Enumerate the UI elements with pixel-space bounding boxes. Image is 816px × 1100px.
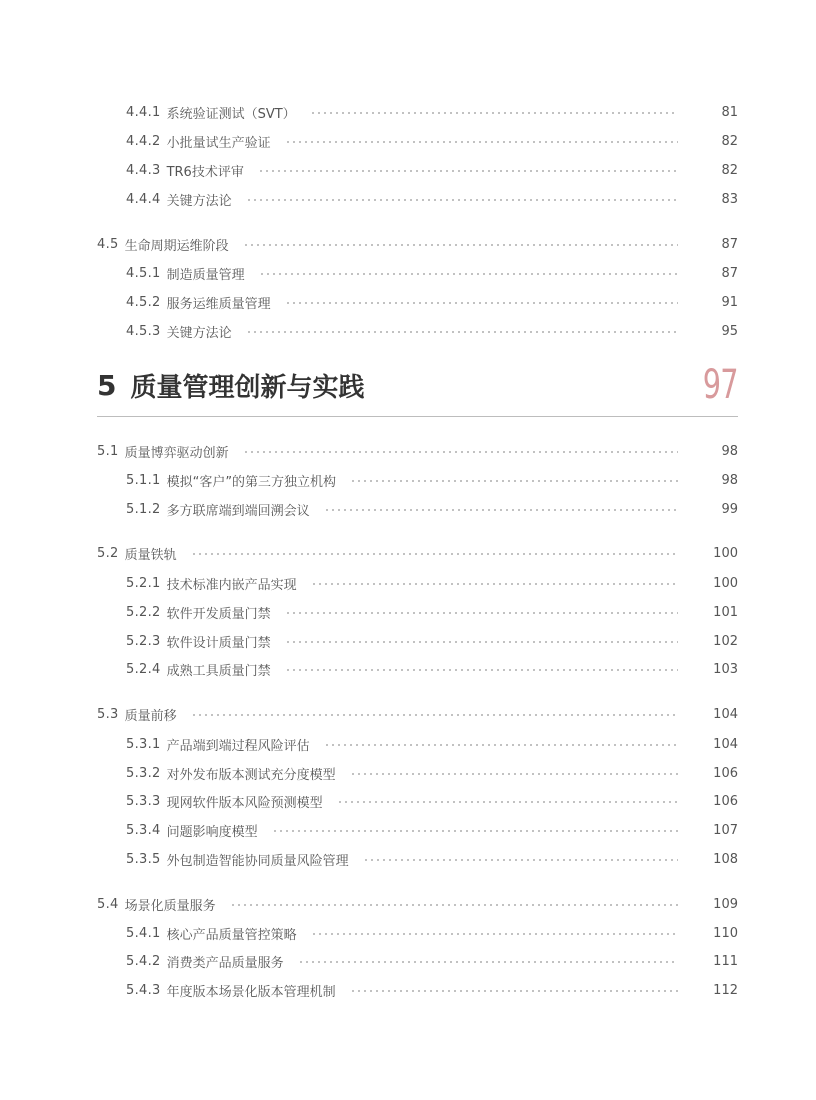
- toc-entry-title: 年度版本场景化版本管理机制: [166, 984, 336, 1000]
- toc-entry-title: TR6技术评审: [166, 164, 244, 180]
- toc-entry-number: 4.5.3: [126, 323, 161, 339]
- toc-entry-number: 5.3.5: [126, 851, 161, 867]
- toc-entry-page: 106: [713, 765, 738, 781]
- toc-section-entry[interactable]: [97, 542, 738, 564]
- toc-entry-number: 5.2.4: [126, 661, 161, 677]
- toc-entry-page: 112: [713, 982, 738, 998]
- toc-entry[interactable]: [126, 159, 738, 181]
- toc-entry-title: 场景化质量服务: [124, 898, 216, 914]
- toc-entry[interactable]: [126, 101, 738, 123]
- toc-entry-page: 98: [721, 443, 738, 459]
- toc-entry-number: 5.1.1: [126, 472, 161, 488]
- dot-leader: [230, 904, 678, 906]
- toc-entry[interactable]: [126, 262, 738, 284]
- toc-entry-title: 问题影响度模型: [166, 824, 258, 840]
- chapter-divider: [97, 416, 738, 417]
- toc-entry-page: 109: [713, 896, 738, 912]
- toc-entry-title: 消费类产品质量服务: [166, 955, 284, 971]
- toc-entry[interactable]: [126, 601, 738, 623]
- dot-leader: [311, 583, 678, 585]
- toc-entry[interactable]: [126, 950, 738, 972]
- toc-entry-page: 111: [713, 953, 738, 969]
- dot-leader: [191, 553, 678, 555]
- toc-entry-page: 87: [721, 265, 738, 281]
- toc-entry-page: 106: [713, 793, 738, 809]
- dot-leader: [272, 830, 678, 832]
- dot-leader: [285, 141, 678, 143]
- dot-leader: [350, 773, 678, 775]
- toc-entry[interactable]: [126, 469, 738, 491]
- dot-leader: [243, 244, 678, 246]
- toc-entry-title: 质量前移: [124, 708, 177, 724]
- toc-entry[interactable]: [126, 979, 738, 1001]
- dot-leader: [310, 112, 678, 114]
- chapter-heading[interactable]: [97, 362, 738, 408]
- toc-entry-title: 质量铁轨: [124, 547, 177, 563]
- toc-entry-number: 5.2: [97, 545, 119, 561]
- toc-entry-title: 多方联席端到端回溯会议: [166, 503, 310, 519]
- dot-leader: [324, 509, 678, 511]
- toc-entry-title: 小批量试生产验证: [166, 135, 271, 151]
- dot-leader: [285, 641, 678, 643]
- toc-entry-number: 5.3.2: [126, 765, 161, 781]
- toc-entry-number: 4.5.2: [126, 294, 161, 310]
- toc-entry-title: 关键方法论: [166, 193, 232, 209]
- toc-entry-page: 91: [721, 294, 738, 310]
- toc-entry-title: 软件设计质量门禁: [166, 635, 271, 651]
- chapter-number: 5: [97, 368, 117, 402]
- toc-entry-page: 107: [713, 822, 738, 838]
- toc-entry-page: 83: [721, 191, 738, 207]
- toc-entry-number: 5.4: [97, 896, 119, 912]
- toc-entry-page: 87: [721, 236, 738, 252]
- toc-entry-page: 100: [713, 545, 738, 561]
- toc-entry[interactable]: [126, 790, 738, 812]
- toc-entry-number: 4.4.1: [126, 104, 161, 120]
- dot-leader: [324, 744, 678, 746]
- toc-entry-number: 5.3: [97, 706, 119, 722]
- toc-entry[interactable]: [126, 733, 738, 755]
- toc-entry-number: 5.2.1: [126, 575, 161, 591]
- toc-entry-number: 5.2.3: [126, 633, 161, 649]
- dot-leader: [337, 801, 678, 803]
- toc-entry-title: 生命周期运维阶段: [124, 238, 229, 254]
- toc-entry[interactable]: [126, 572, 738, 594]
- toc-entry-page: 101: [713, 604, 738, 620]
- toc-entry-title: 服务运维质量管理: [166, 296, 271, 312]
- toc-section-entry[interactable]: [97, 233, 738, 255]
- toc-entry-number: 5.3.1: [126, 736, 161, 752]
- toc-entry-title: 系统验证测试（SVT）: [166, 106, 296, 122]
- toc-entry[interactable]: [126, 658, 738, 680]
- toc-entry-page: 95: [721, 323, 738, 339]
- toc-entry-title: 软件开发质量门禁: [166, 606, 271, 622]
- dot-leader: [246, 331, 678, 333]
- toc-entry-page: 99: [721, 501, 738, 517]
- toc-entry-title: 模拟“客户”的第三方独立机构: [166, 474, 337, 490]
- chapter-title: 质量管理创新与实践: [130, 372, 365, 403]
- toc-entry-title: 核心产品质量管控策略: [166, 927, 297, 943]
- toc-entry[interactable]: [126, 498, 738, 520]
- toc-entry-number: 4.5: [97, 236, 119, 252]
- toc-entry-title: 外包制造智能协同质量风险管理: [166, 853, 349, 869]
- toc-entry-page: 81: [721, 104, 738, 120]
- toc-section-entry[interactable]: [97, 893, 738, 915]
- toc-entry[interactable]: [126, 848, 738, 870]
- toc-entry-number: 4.4.2: [126, 133, 161, 149]
- toc-entry-page: 82: [721, 133, 738, 149]
- dot-leader: [350, 480, 678, 482]
- toc-entry-title: 质量博弈驱动创新: [124, 445, 229, 461]
- toc-section-entry[interactable]: [97, 703, 738, 725]
- toc-entry-title: 现网软件版本风险预测模型: [166, 795, 323, 811]
- toc-entry-page: 100: [713, 575, 738, 591]
- dot-leader: [258, 170, 678, 172]
- toc-entry-title: 对外发布版本测试充分度模型: [166, 767, 336, 783]
- dot-leader: [285, 612, 678, 614]
- toc-entry-page: 104: [713, 706, 738, 722]
- toc-entry[interactable]: [126, 922, 738, 944]
- toc-entry-title: 成熟工具质量门禁: [166, 663, 271, 679]
- toc-entry-number: 5.1: [97, 443, 119, 459]
- toc-entry-title: 关键方法论: [166, 325, 232, 341]
- dot-leader: [243, 451, 678, 453]
- toc-entry-page: 108: [713, 851, 738, 867]
- toc-entry-page: 104: [713, 736, 738, 752]
- toc-entry[interactable]: [126, 291, 738, 313]
- toc-entry-page: 110: [713, 925, 738, 941]
- toc-entry[interactable]: [126, 320, 738, 342]
- toc-entry-number: 5.2.2: [126, 604, 161, 620]
- toc-entry-page: 102: [713, 633, 738, 649]
- chapter-page-number: 97: [702, 362, 738, 408]
- toc-entry-title: 制造质量管理: [166, 267, 245, 283]
- toc-entry-title: 技术标准内嵌产品实现: [166, 577, 297, 593]
- toc-entry[interactable]: [126, 630, 738, 652]
- toc-entry[interactable]: [126, 819, 738, 841]
- toc-entry-number: 5.1.2: [126, 501, 161, 517]
- toc-entry[interactable]: [126, 130, 738, 152]
- toc-entry-number: 5.3.3: [126, 793, 161, 809]
- toc-entry[interactable]: [126, 188, 738, 210]
- dot-leader: [350, 990, 678, 992]
- dot-leader: [246, 199, 678, 201]
- dot-leader: [298, 961, 678, 963]
- dot-leader: [259, 273, 678, 275]
- toc-entry-number: 4.5.1: [126, 265, 161, 281]
- toc-entry-number: 5.4.1: [126, 925, 161, 941]
- dot-leader: [311, 933, 678, 935]
- toc-entry-number: 5.4.2: [126, 953, 161, 969]
- toc-entry-title: 产品端到端过程风险评估: [166, 738, 310, 754]
- toc-entry-number: 5.3.4: [126, 822, 161, 838]
- toc-section-entry[interactable]: [97, 440, 738, 462]
- dot-leader: [285, 302, 678, 304]
- toc-entry-page: 103: [713, 661, 738, 677]
- toc-entry-number: 4.4.3: [126, 162, 161, 178]
- toc-entry-number: 4.4.4: [126, 191, 161, 207]
- toc-entry[interactable]: [126, 762, 738, 784]
- toc-entry-page: 82: [721, 162, 738, 178]
- toc-entry-page: 98: [721, 472, 738, 488]
- dot-leader: [363, 859, 678, 861]
- dot-leader: [285, 669, 678, 671]
- dot-leader: [191, 714, 678, 716]
- toc-entry-number: 5.4.3: [126, 982, 161, 998]
